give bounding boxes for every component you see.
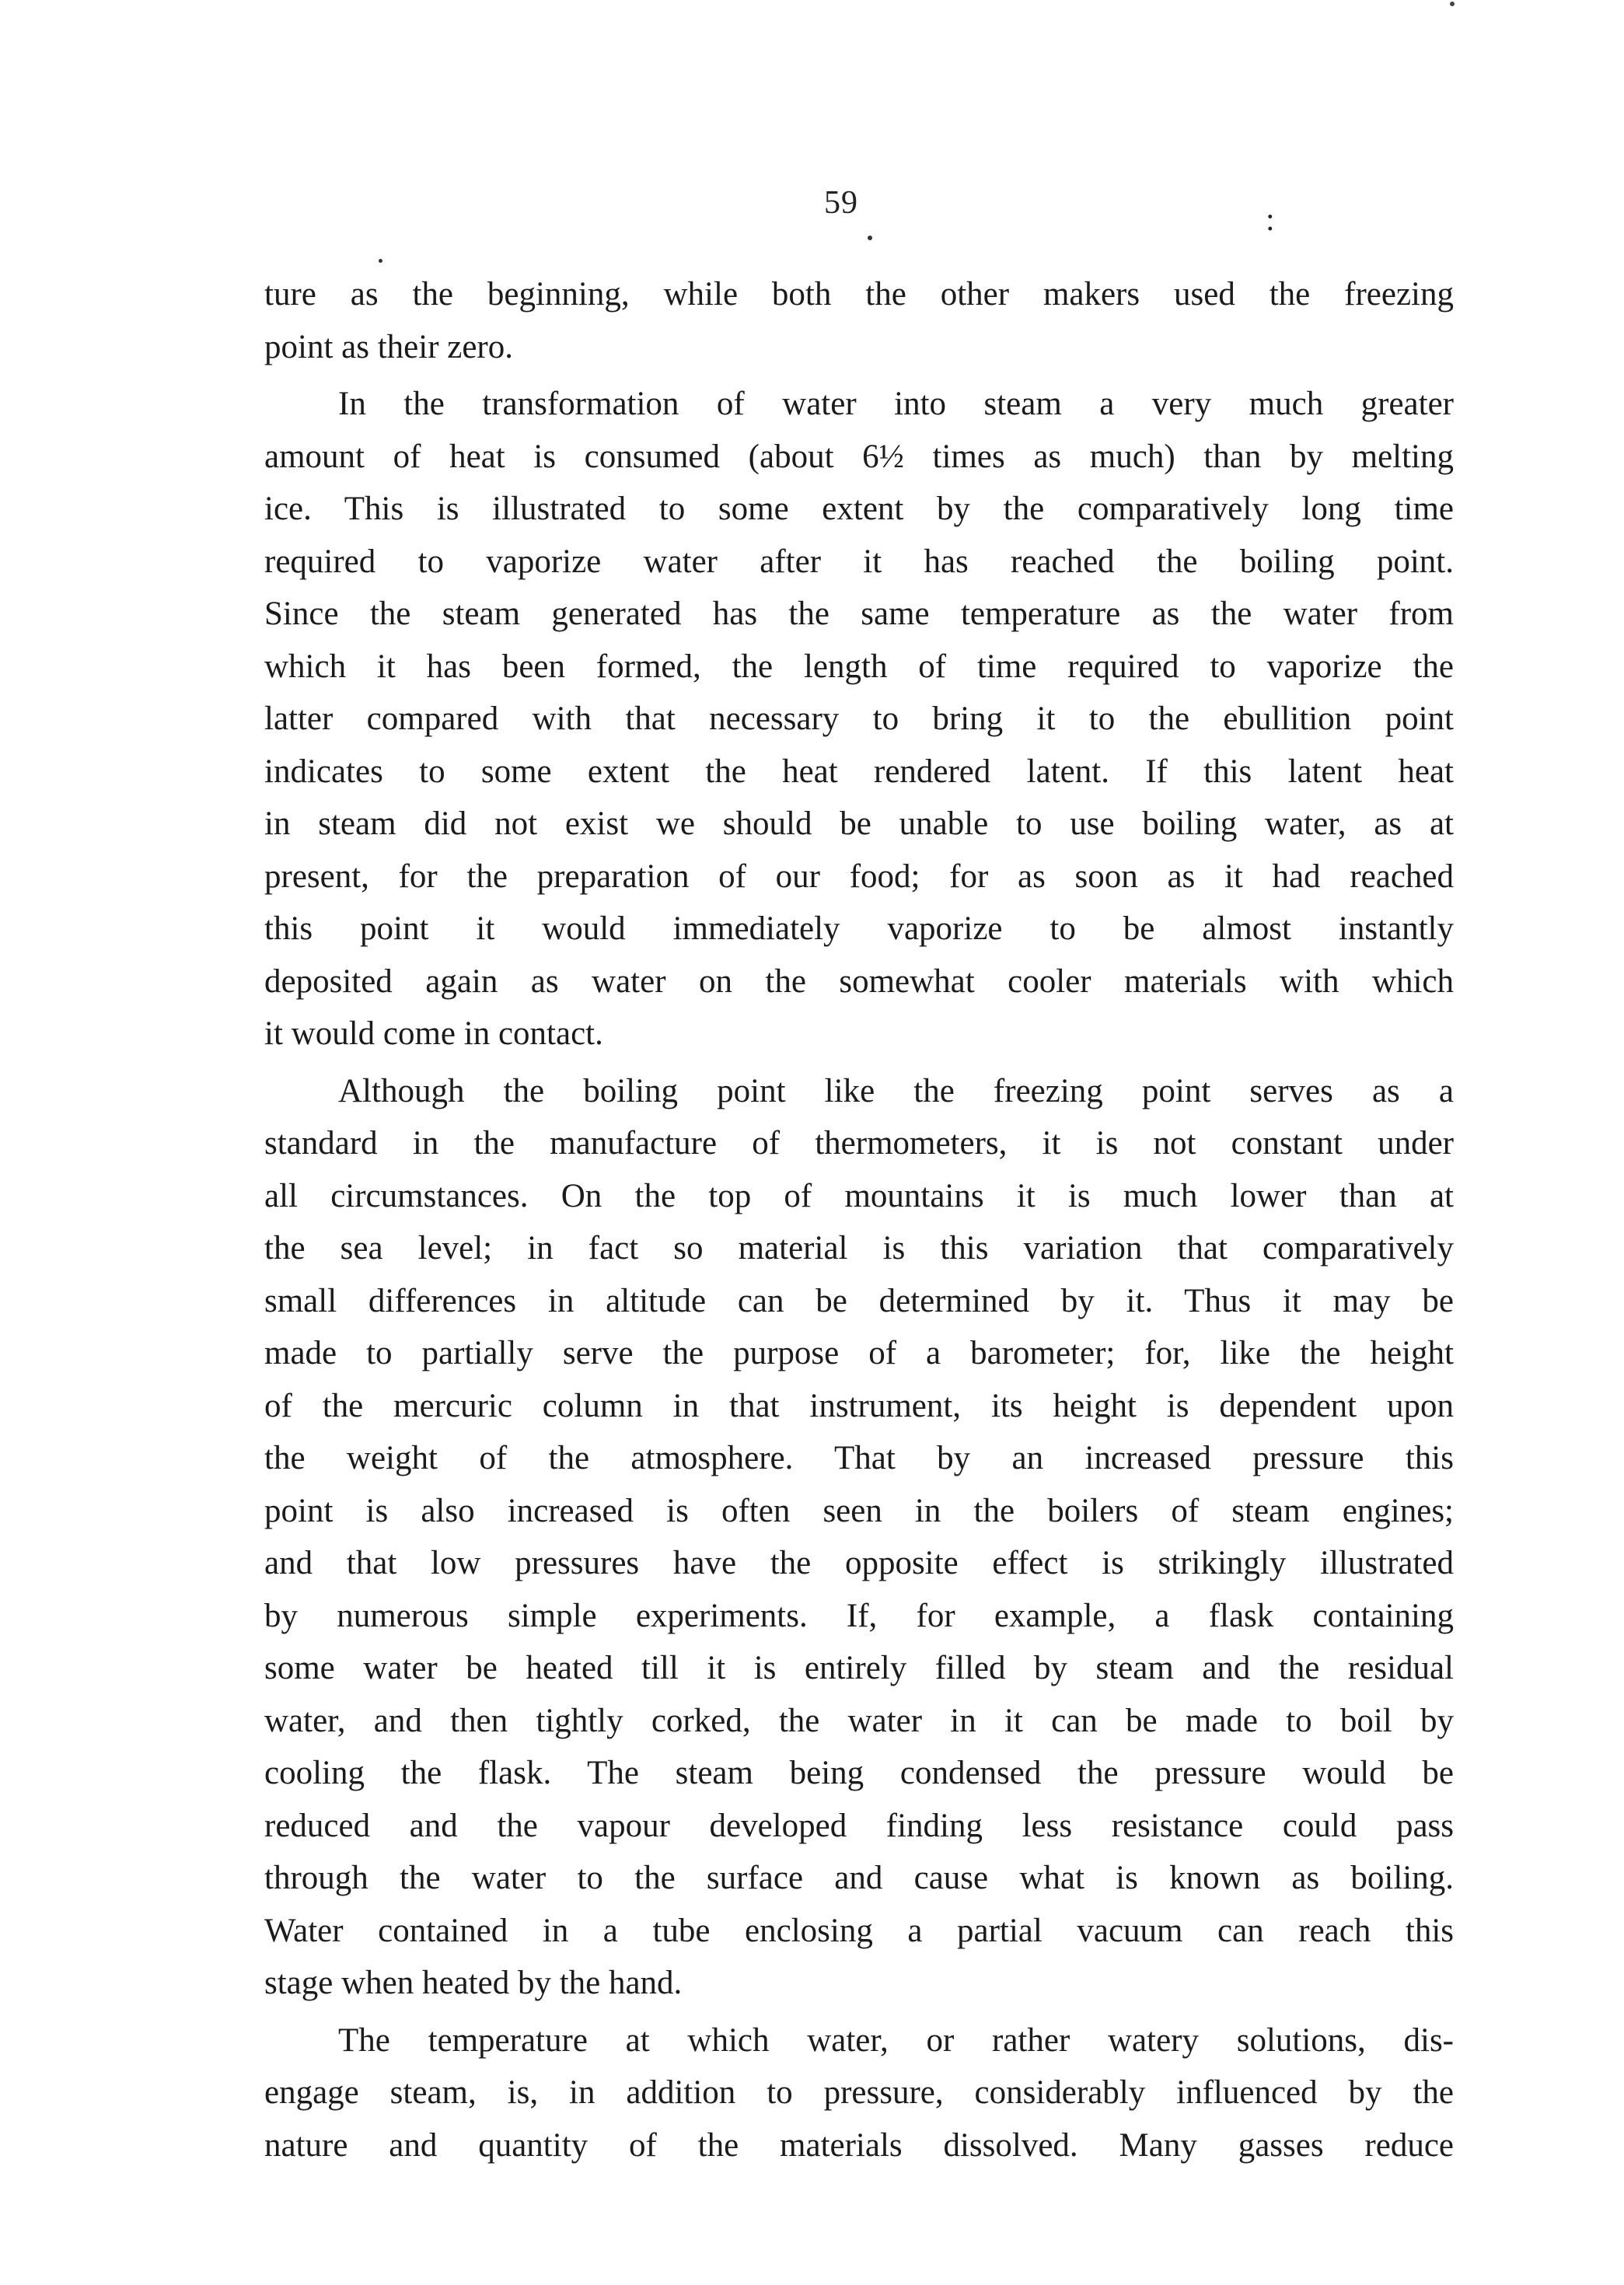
text-line: the weight of the atmosphere. That by an increased pressure this bbox=[264, 1440, 1454, 1476]
text-line: ice. This is illustrated to some extent by the comparatively long time bbox=[264, 491, 1454, 527]
text-line: Water contained in a tube enclosing a partial vacuum can reach this bbox=[264, 1912, 1454, 1949]
text-line: present, for the preparation of our food; for as soon as it had reached bbox=[264, 858, 1454, 895]
text-line: standard in the manufacture of thermometers, it is not constant under bbox=[264, 1125, 1454, 1162]
scan-speck bbox=[868, 236, 872, 240]
text-line: Since the steam generated has the same temperature as the water from bbox=[264, 596, 1454, 632]
text-line: which it has been formed, the length of time required to vaporize the bbox=[264, 648, 1454, 685]
text-line: of the mercuric column in that instrument, its height is dependent upon bbox=[264, 1387, 1454, 1424]
text-line: and that low pressures have the opposite effect is strikingly illustrated bbox=[264, 1545, 1454, 1581]
text-line: latter compared with that necessary to bring it to the ebullition point bbox=[264, 701, 1454, 737]
text-line: cooling the flask. The steam being condensed the pressure would be bbox=[264, 1755, 1454, 1791]
text-line: all circumstances. On the top of mountains it is much lower than at bbox=[264, 1177, 1454, 1214]
text-line: reduced and the vapour developed finding less resistance could pass bbox=[264, 1807, 1454, 1844]
text-line: small differences in altitude can be determined by it. Thus it may be bbox=[264, 1282, 1454, 1319]
text-line: deposited again as water on the somewhat cooler materials with which bbox=[264, 963, 1454, 1000]
text-line: amount of heat is consumed (about 6½ times as much) than by melting bbox=[264, 438, 1454, 475]
scan-speck bbox=[1450, 2, 1455, 6]
text-line: point is also increased is often seen in the boilers of steam engines; bbox=[264, 1492, 1454, 1529]
text-line: some water be heated till it is entirely filled by steam and the residual bbox=[264, 1650, 1454, 1686]
text-line: required to vaporize water after it has reached the boiling point. bbox=[264, 543, 1454, 580]
margin-mark: : bbox=[1266, 202, 1275, 238]
body-text bbox=[264, 268, 1454, 2171]
text-line: by numerous simple experiments. If, for example, a flask containing bbox=[264, 1597, 1454, 1634]
text-line: point as their zero. bbox=[264, 328, 514, 365]
text-line: through the water to the surface and cause what is known as boiling. bbox=[264, 1860, 1454, 1896]
text-line: water, and then tightly corked, the water in it can be made to boil by bbox=[264, 1702, 1454, 1739]
text-line: made to partially serve the purpose of a barometer; for, like the height bbox=[264, 1335, 1454, 1371]
scan-speck bbox=[379, 259, 382, 263]
text-line: it would come in contact. bbox=[264, 1015, 603, 1052]
text-line: engage steam, is, in addition to pressure, considerably influenced by the bbox=[264, 2074, 1454, 2111]
text-line: ture as the beginning, while both the other makers used the freezing bbox=[264, 276, 1454, 313]
text-line: stage when heated by the hand. bbox=[264, 1965, 683, 2001]
text-line: this point it would immediately vaporize to be almost instantly bbox=[264, 910, 1454, 947]
text-line: indicates to some extent the heat rendered latent. If this latent heat bbox=[264, 753, 1454, 790]
page-number: 59 bbox=[824, 185, 858, 221]
text-line: Although the boiling point like the freezing point serves as a bbox=[338, 1072, 1454, 1109]
text-line: The temperature at which water, or rather watery solutions, dis- bbox=[338, 2021, 1454, 2059]
text-line: nature and quantity of the materials dissolved. Many gasses reduce bbox=[264, 2126, 1454, 2164]
text-line: In the transformation of water into steam a very much greater bbox=[338, 386, 1454, 422]
text-line: in steam did not exist we should be unable to use boiling water, as at bbox=[264, 805, 1454, 842]
text-line: the sea level; in fact so material is this variation that comparatively bbox=[264, 1230, 1454, 1267]
